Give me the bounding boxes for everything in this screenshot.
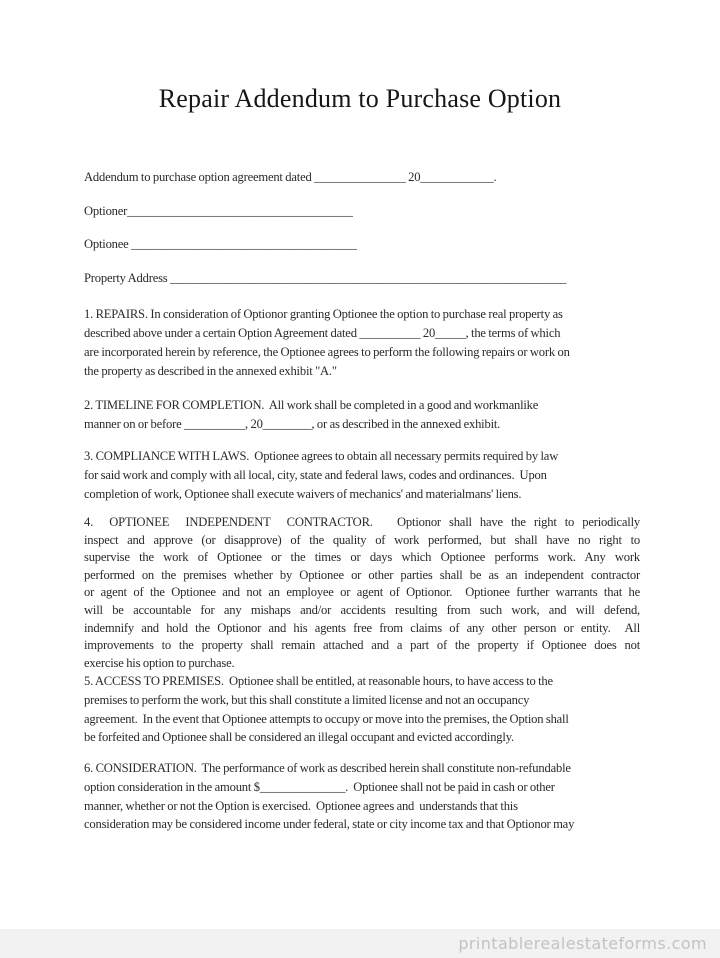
property-address-field-row: [84, 271, 566, 286]
paragraph-line: exercise his option to purchase.: [84, 655, 235, 670]
paragraph-line: agreement. In the event that Optionee attempts to occupy or move into the premises, the Option shall: [84, 711, 569, 726]
paragraph-line: 6. CONSIDERATION. The performance of work as described herein shall constitute non-refundable: [84, 761, 571, 775]
paragraph-line: manner on or before __________, 20________, or as described in the annexed exhibit.: [84, 417, 501, 431]
paragraph-line: indemnify and hold the Optionor and his agents free from claims of any other person or entity. All: [84, 620, 640, 635]
section-paragraph-4: [84, 514, 640, 672]
paragraph-line: for said work and comply with all local, city, state and federal laws, codes and ordinances. Upon: [84, 468, 547, 482]
paragraph-line: 1. REPAIRS. In consideration of Optionor granting Optionee the option to purchase real property as: [84, 307, 563, 321]
footer-site-watermark: printablerealestateforms.com: [458, 934, 707, 953]
footer-bar: [0, 929, 720, 958]
section-paragraph-1: [84, 305, 640, 381]
optioner-label: Optioner: [84, 204, 128, 218]
paragraph-line: be forfeited and Optionee shall be considered an illegal occupant and evicted accordingly.: [84, 730, 514, 745]
paragraph-line: manner, whether or not the Option is exercised. Optionee agrees and understands that this: [84, 798, 518, 813]
optioner-blank-line: _____________________________________: [127, 204, 353, 218]
paragraph-line: will be accountable for any mishaps and/or accidents resulting from such work, and will defend,: [84, 602, 640, 617]
paragraph-line: 3. COMPLIANCE WITH LAWS. Optionee agrees to obtain all necessary permits required by law: [84, 449, 559, 463]
paragraph-line: the property as described in the annexed exhibit "A.": [84, 364, 337, 378]
section-paragraph-6: [84, 759, 640, 834]
paragraph-line: supervise the work of Optionee or the times or days which Optionee performs work. Any work: [84, 550, 640, 565]
optionee-field-row: [84, 237, 357, 252]
section-paragraph-2: [84, 396, 640, 434]
paragraph-line: described above under a certain Option Agreement dated __________ 20_____, the terms of which: [84, 326, 561, 340]
property-address-label: Property Address: [84, 271, 171, 285]
paragraph-line: performed on the premises whether by Optionee or other parties shall be as an independent contractor: [84, 567, 640, 582]
paragraph-line: or agent of the Optionee and not an employee or agent of Optionor. Optionee further warrants that he: [84, 585, 640, 600]
optioner-field-row: [84, 204, 353, 219]
section-paragraph-3: [84, 447, 640, 504]
intro-line: Addendum to purchase option agreement dated _______________ 20____________.: [84, 170, 497, 184]
paragraph-line: 4. OPTIONEE INDEPENDENT CONTRACTOR. Optionor shall have the right to periodically: [84, 515, 640, 529]
paragraph-line: are incorporated herein by reference, the Optionee agrees to perform the following repairs or work on: [84, 345, 570, 359]
paragraph-line: consideration may be considered income under federal, state or city income tax and that Optionor may: [84, 817, 575, 832]
section-paragraph-5: [84, 672, 640, 747]
paragraph-line: 5. ACCESS TO PREMISES. Optionee shall be entitled, at reasonable hours, to have access to the: [84, 674, 553, 688]
paragraph-line: option consideration in the amount $______________. Optionee shall not be paid in cash or other: [84, 779, 555, 794]
optionee-label: Optionee: [84, 237, 132, 251]
paragraph-line: inspect and approve (or disapprove) of the quality of work performed, but shall have no right to: [84, 532, 640, 547]
paragraph-line: 2. TIMELINE FOR COMPLETION. All work shall be completed in a good and workmanlike: [84, 398, 539, 412]
property-address-blank-line: _________________________________________________________________: [170, 271, 567, 285]
paragraph-line: premises to perform the work, but this shall constitute a limited license and not an occupancy: [84, 692, 530, 707]
paragraph-line: completion of work, Optionee shall execute waivers of mechanics' and materialmans' liens.: [84, 487, 522, 501]
paragraph-line: improvements to the property shall remain attached and a part of the property if Optionee does not: [84, 638, 640, 653]
document-title: Repair Addendum to Purchase Option: [158, 84, 562, 113]
optionee-blank-line: _____________________________________: [131, 237, 357, 251]
